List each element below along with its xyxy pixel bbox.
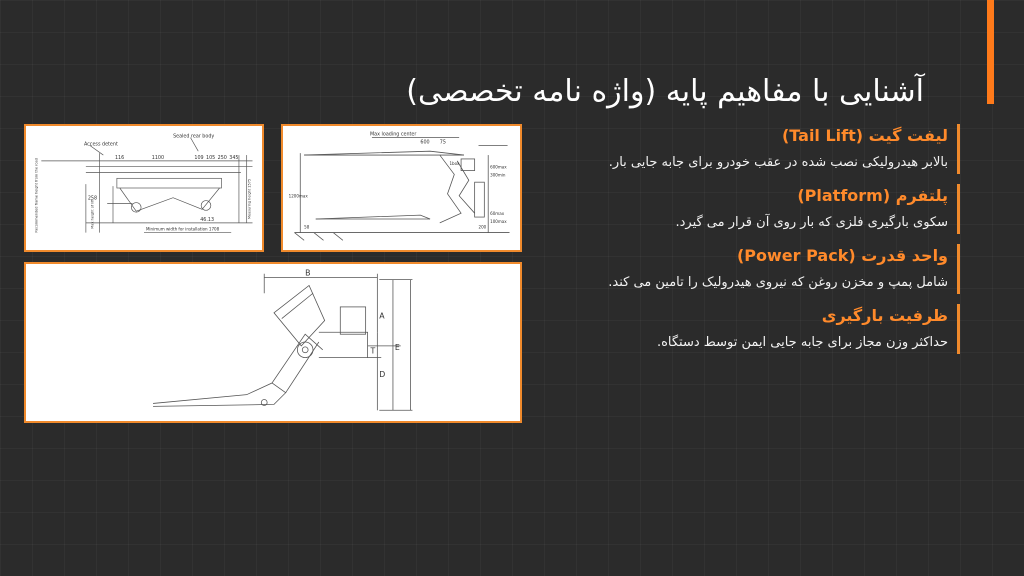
term-loading-capacity	[568, 304, 960, 354]
label-recommended-frame-height: Recommended frame height from the road	[34, 158, 39, 233]
term-platform	[568, 184, 960, 234]
label-dim-200: 200	[478, 224, 487, 230]
platform-loading-diagram	[281, 124, 522, 252]
label-dim-109: 109	[194, 155, 204, 161]
loading-drawing	[283, 126, 520, 250]
label-dim-b: B	[305, 268, 311, 278]
tail-lift-mechanism-diagram	[24, 262, 522, 423]
term-description: شامل پمپ و مخزن روغن که نیروی هیدرولیک را تامین می کند.	[608, 275, 948, 290]
label-dim-58: 58	[304, 224, 310, 230]
label-dim-4613: 46.13	[200, 217, 215, 223]
label-dim-345: 345	[229, 155, 239, 161]
term-description: بالابر هیدرولیکی نصب شده در عقب خودرو برای جابه جایی بار.	[608, 155, 948, 170]
label-1box: 1box	[449, 160, 460, 166]
label-max-loading-center: Max loading center	[370, 132, 417, 138]
title-accent-bar	[987, 0, 994, 104]
label-dim-250: 250	[217, 155, 227, 161]
label-dim-a: A	[379, 311, 385, 321]
label-600max-top: 600max	[490, 164, 507, 170]
label-access-detent: Access detent	[83, 142, 118, 148]
term-power-pack	[568, 244, 960, 294]
label-60max: 60max	[490, 211, 505, 217]
slide-title: آشنایی با مفاهیم پایه (واژه نامه تخصصی)	[406, 74, 924, 110]
label-1200max: 1200max	[288, 193, 308, 199]
label-dim-75: 75	[439, 140, 446, 146]
label-dim-e: E	[394, 342, 400, 352]
label-min-width-installation: Minimum width for installation 1708	[145, 226, 220, 232]
installation-drawing	[26, 126, 262, 250]
term-description: سکوی بارگیری فلزی که بار روی آن قرار می گیرد.	[675, 215, 948, 230]
label-100max: 100max	[490, 218, 507, 224]
label-dim-105: 105	[206, 155, 216, 161]
label-dim-1100: 1100	[151, 155, 165, 161]
label-dim-116: 116	[114, 155, 125, 161]
term-title: واحد قدرت (Power Pack)	[736, 246, 948, 265]
tail-lift-installation-diagram	[24, 124, 264, 252]
label-dim-d: D	[379, 370, 386, 380]
label-dim-600: 600	[420, 140, 430, 146]
label-dim-t: T	[370, 346, 376, 356]
label-dim-258: 258	[87, 196, 98, 202]
term-tail-lift	[568, 124, 960, 174]
glossary-list	[568, 124, 960, 364]
mechanism-drawing	[26, 264, 520, 421]
label-sealed-rear-body: Sealed rear body	[173, 134, 215, 140]
label-measuring-height: Measuring height 1575	[247, 178, 252, 219]
label-300min: 300min	[490, 172, 506, 178]
term-title: لیفت گیت (Tail Lift)	[781, 126, 948, 145]
term-title: پلتفرم (Platform)	[797, 186, 948, 205]
label-max-height-of-lift: Max height of lift	[90, 199, 95, 229]
term-title: ظرفیت بارگیری	[821, 306, 948, 325]
term-description: حداکثر وزن مجاز برای جابه جایی ایمن توسط دستگاه.	[656, 335, 948, 350]
